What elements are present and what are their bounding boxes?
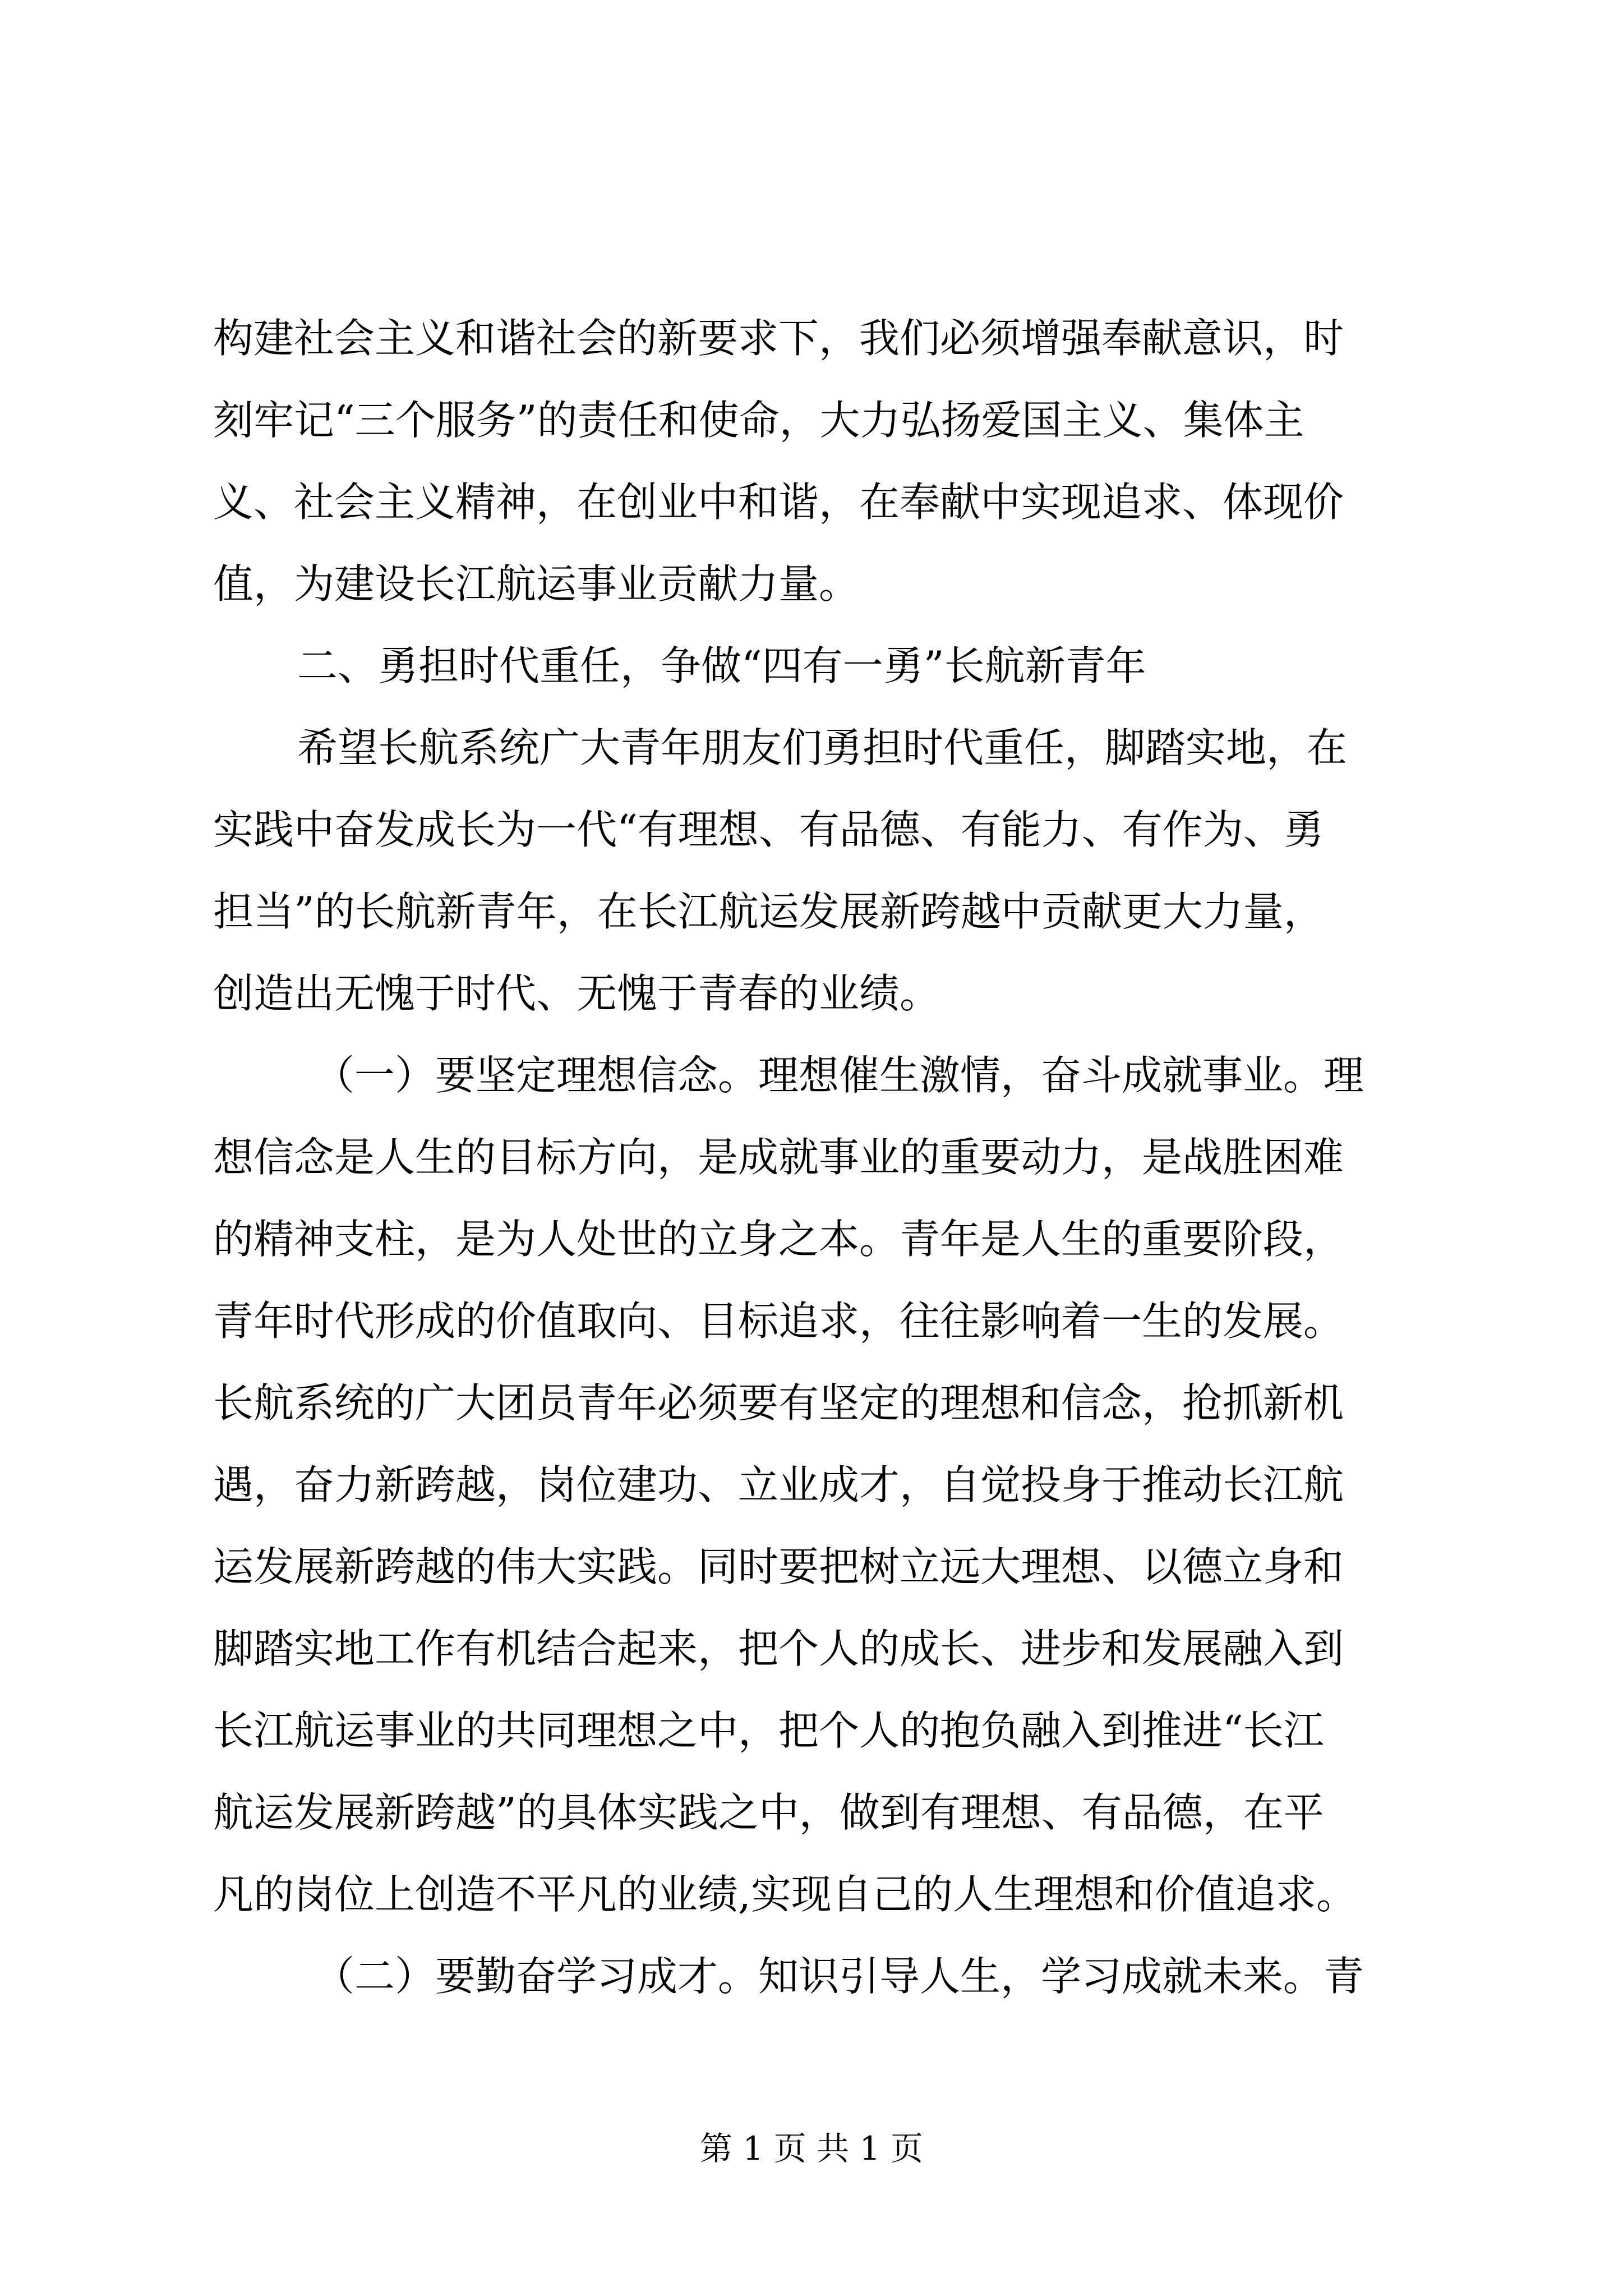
- text-line: 创造出无愧于时代、无愧于青春的业绩。: [213, 970, 940, 1017]
- text-line: 刻牢记“三个服务”的责任和使命，大力弘扬爱国主义、集体主: [213, 397, 1304, 444]
- text-line: 脚踏实地工作有机结合起来，把个人的成长、进步和发展融入到: [213, 1625, 1344, 1672]
- subsection-paragraph-start: （二）要勤奋学习成才。知识引导人生，学习成就未来。青: [314, 1953, 1364, 2000]
- text-line: 想信念是人生的目标方向，是成就事业的重要动力，是战胜困难: [213, 1134, 1344, 1181]
- text-line: 凡的岗位上创造不平凡的业绩,实现自己的人生理想和价值追求。: [213, 1871, 1357, 1918]
- page-footer: 第 1 页 共 1 页: [700, 2129, 923, 2168]
- section-heading: 二、勇担时代重任，争做“四有一勇”长航新青年: [297, 642, 1146, 689]
- text-line: 义、社会主义精神，在创业中和谐，在奉献中实现追求、体现价: [213, 478, 1344, 526]
- text-line: 长航系统的广大团员青年必须要有坚定的理想和信念，抢抓新机: [213, 1379, 1344, 1427]
- document-body: [213, 297, 1424, 2017]
- text-line: 实践中奋发成长为一代“有理想、有品德、有能力、有作为、勇: [213, 806, 1324, 853]
- text-line: 青年时代形成的价值取向、目标追求，往往影响着一生的发展。: [213, 1297, 1344, 1345]
- text-line: 长江航运事业的共同理想之中，把个人的抱负融入到推进“长江: [213, 1707, 1324, 1754]
- text-line: 希望长航系统广大青年朋友们勇担时代重任，脚踏实地，在: [297, 724, 1348, 771]
- text-line: 航运发展新跨越”的具体实践之中，做到有理想、有品德，在平: [213, 1789, 1324, 1836]
- text-line: 遇，奋力新跨越，岗位建功、立业成才，自觉投身于推动长江航: [213, 1461, 1344, 1508]
- text-line: 构建社会主义和谐社会的新要求下，我们必须增强奉献意识，时: [213, 315, 1344, 362]
- text-line: 运发展新跨越的伟大实践。同时要把树立远大理想、以德立身和: [213, 1543, 1344, 1590]
- text-line: 值，为建设长江航运事业贡献力量。: [213, 560, 860, 608]
- subsection-paragraph-start: （一）要坚定理想信念。理想催生激情，奋斗成就事业。理: [314, 1052, 1364, 1099]
- text-line: 的精神支柱，是为人处世的立身之本。青年是人生的重要阶段，: [213, 1216, 1344, 1263]
- text-line: 担当”的长航新青年，在长江航运发展新跨越中贡献更大力量，: [213, 888, 1324, 935]
